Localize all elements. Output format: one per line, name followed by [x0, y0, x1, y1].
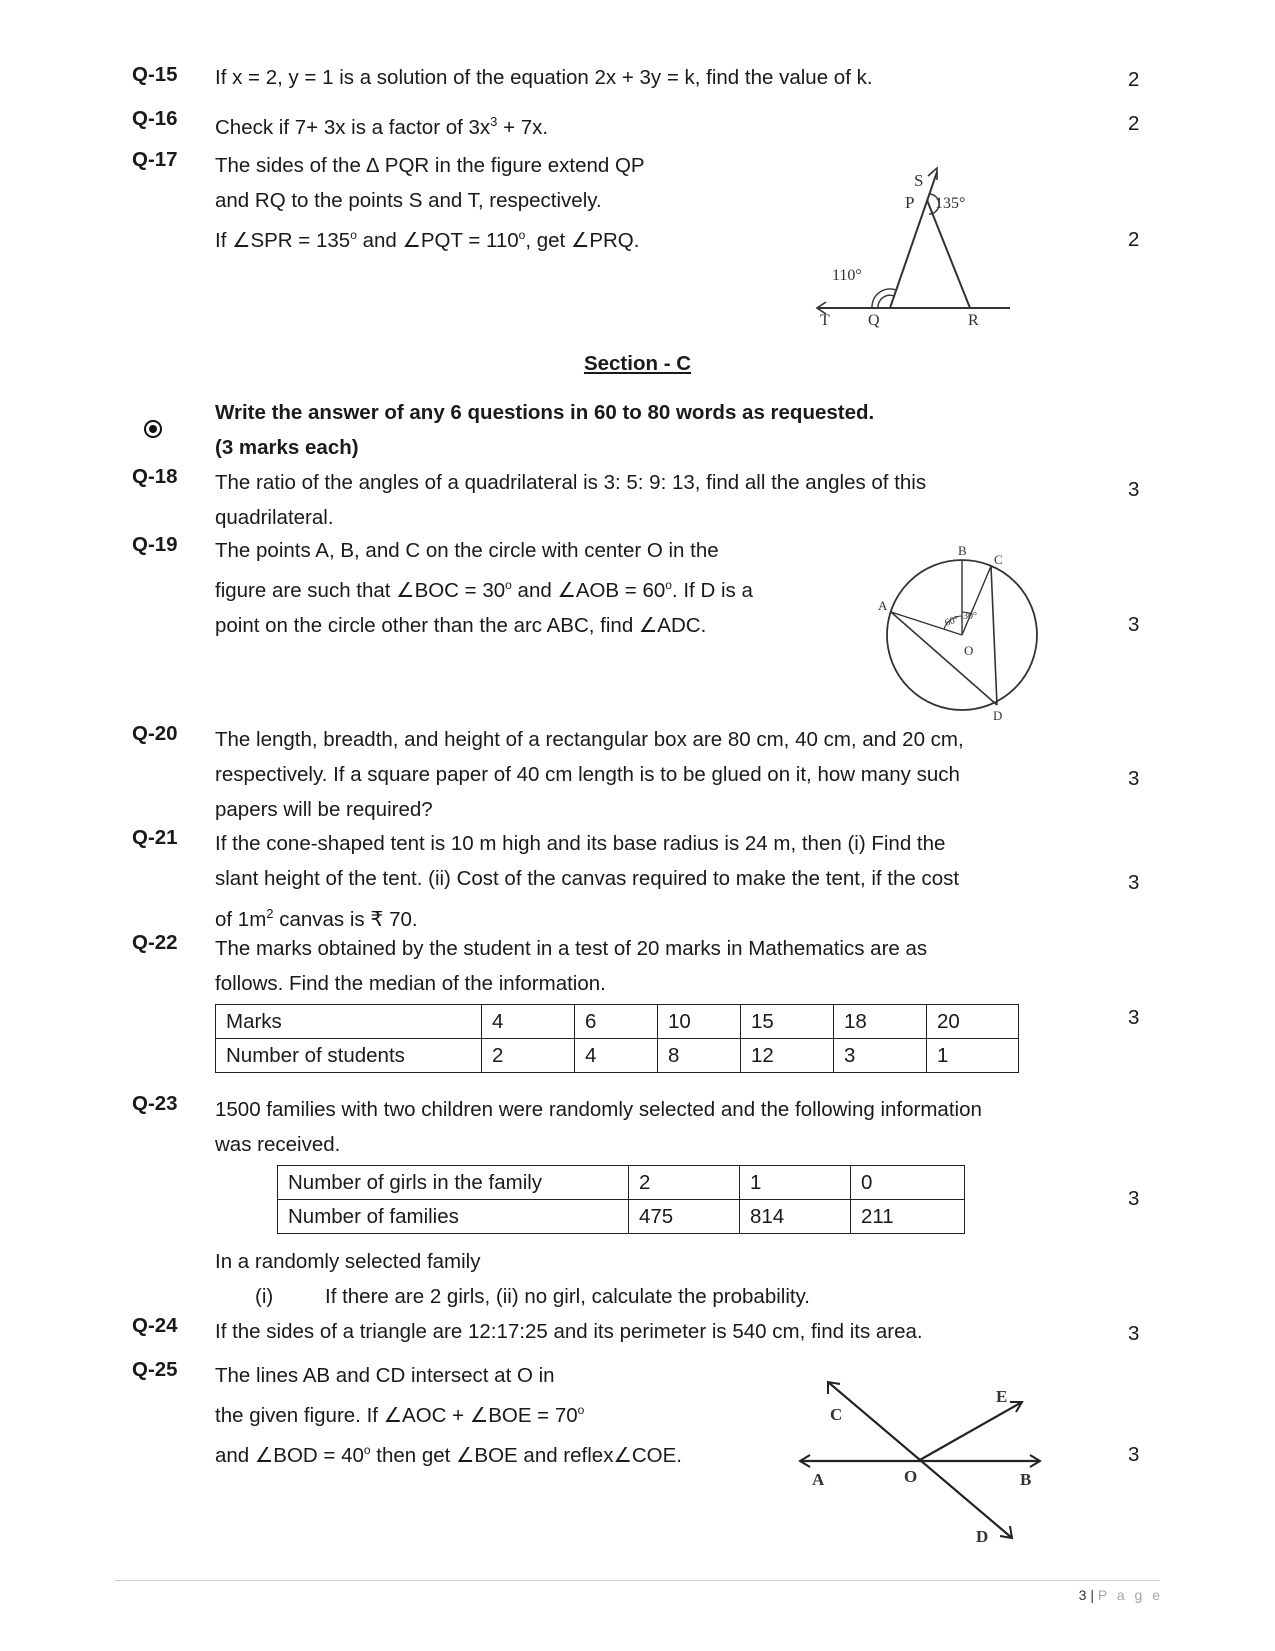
marks: 3 — [1128, 1006, 1140, 1029]
table-cell: 475 — [629, 1200, 740, 1234]
marks: 2 — [1128, 112, 1140, 135]
table-cell: 1 — [740, 1166, 851, 1200]
question-text: The points A, B, and C on the circle with center O in the figure are such that ∠BOC = $30^o$ and ∠AOB = $60^o$. If D is a point on the circle other than the arc ABC, find ∠ADC. — [215, 539, 753, 637]
angle-label-110: 110° — [832, 267, 862, 284]
section-instructions: Write the answer of any 6 questions in 60 to 80 words as requested. (3 marks each) — [215, 401, 875, 459]
triangle-pqr-figure — [800, 162, 1040, 332]
question-number: Q-25 — [132, 1358, 178, 1381]
marks: 2 — [1128, 228, 1140, 251]
table-cell: Number of students — [216, 1039, 482, 1073]
question-number: Q-24 — [132, 1314, 178, 1337]
question-text: Check if 7+ 3x is a factor of $3x^3 + 7x$. — [215, 114, 549, 139]
question-number: Q-15 — [132, 63, 178, 86]
question-number: Q-20 — [132, 722, 178, 745]
label-e: E — [996, 1387, 1008, 1406]
marks: 3 — [1128, 767, 1140, 790]
table-cell: 4 — [575, 1039, 658, 1073]
label-c: C — [830, 1405, 843, 1424]
sub-item-number: (i) — [255, 1285, 274, 1308]
footer-rule — [115, 1580, 1160, 1581]
table-cell: Number of girls in the family — [278, 1166, 629, 1200]
table-cell: 18 — [834, 1005, 927, 1039]
label-r: R — [968, 312, 979, 329]
label-a: A — [878, 598, 888, 613]
label-b: B — [958, 543, 967, 558]
table-row — [216, 1039, 1019, 1073]
question-number: Q-22 — [132, 931, 178, 954]
table-cell: 2 — [629, 1166, 740, 1200]
question-number: Q-18 — [132, 465, 178, 488]
marks: 3 — [1128, 1322, 1140, 1345]
table-cell: 814 — [740, 1200, 851, 1234]
radio-bullet — [144, 420, 162, 438]
question-number: Q-23 — [132, 1092, 178, 1115]
table-cell: 12 — [741, 1039, 834, 1073]
question-text: If the cone-shaped tent is 10 m high and its base radius is 24 m, then (i) Find the slant height of the tent. (ii) Cost of the canvas required to make the tent, if the cost of $1m^2$ canvas is ₹ 70. — [215, 832, 960, 931]
marks: 3 — [1128, 478, 1140, 501]
table-cell: 6 — [575, 1005, 658, 1039]
table-cell: 20 — [927, 1005, 1019, 1039]
families-table — [277, 1165, 965, 1234]
table-row — [278, 1200, 965, 1234]
table-cell: Number of families — [278, 1200, 629, 1234]
label-q: Q — [868, 312, 880, 329]
marks: 3 — [1128, 613, 1140, 636]
table-cell: 2 — [482, 1039, 575, 1073]
question-text: If the sides of a triangle are 12:17:25 and its perimeter is 540 cm, find its area. — [215, 1320, 923, 1343]
question-number: Q-19 — [132, 533, 178, 556]
table-cell: 1 — [927, 1039, 1019, 1073]
question-text: The length, breadth, and height of a rectangular box are 80 cm, 40 cm, and 20 cm, respectively. If a square paper of 40 cm length is to be glued on it, how many such papers will be required? — [215, 728, 964, 821]
label-a: A — [812, 1470, 825, 1489]
intersecting-lines-figure — [790, 1370, 1060, 1550]
label-o: O — [904, 1467, 918, 1486]
label-p: P — [905, 193, 915, 212]
table-cell: Marks — [216, 1005, 482, 1039]
table-cell: 3 — [834, 1039, 927, 1073]
page-number: 3 | P a g e — [1078, 1587, 1163, 1603]
angle-label-30: 30° — [963, 611, 977, 622]
label-t: T — [820, 312, 830, 329]
marks: 3 — [1128, 871, 1140, 894]
label-b: B — [1020, 1470, 1032, 1489]
section-title: Section - C — [583, 352, 692, 375]
question-text: The lines AB and CD intersect at O in the given figure. If ∠AOC + ∠BOE = $70^o$ and ∠BOD = $40^o$ then get ∠BOE and reflex∠COE. — [215, 1364, 682, 1467]
question-text: The marks obtained by the student in a test of 20 marks in Mathematics are as follows. Find the median of the information. — [215, 937, 928, 995]
circle-figure — [870, 540, 1050, 720]
question-text: If x = 2, y = 1 is a solution of the equation 2x + 3y = k, find the value of k. — [215, 66, 873, 89]
table-cell: 15 — [741, 1005, 834, 1039]
sub-item-text: If there are 2 girls, (ii) no girl, calculate the probability. — [325, 1285, 811, 1308]
question-text: The ratio of the angles of a quadrilateral is 3: 5: 9: 13, find all the angles of this quadrilateral. — [215, 471, 927, 529]
table-cell: 4 — [482, 1005, 575, 1039]
table-cell: 10 — [658, 1005, 741, 1039]
question-text: 1500 families with two children were randomly selected and the following information was received. — [215, 1098, 982, 1156]
label-s: S — [914, 171, 924, 190]
marks: 3 — [1128, 1443, 1140, 1466]
marks: 2 — [1128, 68, 1140, 91]
marks-table — [215, 1004, 1019, 1073]
question-text: In a randomly selected family — [215, 1250, 481, 1273]
marks: 3 — [1128, 1187, 1140, 1210]
label-c: C — [994, 552, 1003, 567]
table-cell: 8 — [658, 1039, 741, 1073]
label-d: D — [993, 708, 1003, 720]
question-number: Q-21 — [132, 826, 178, 849]
question-number: Q-17 — [132, 148, 178, 171]
table-row — [278, 1166, 965, 1200]
angle-label-135: 135° — [935, 195, 966, 212]
label-o: O — [964, 643, 974, 658]
table-cell: 0 — [851, 1166, 965, 1200]
angle-label-60: 60° — [943, 614, 961, 629]
question-text: The sides of the ∆ PQR in the figure extend QP and RQ to the points S and T, respectively. If ∠SPR = $135^o$ and ∠PQT = $110^o$, get ∠PRQ. — [215, 154, 645, 252]
table-row — [216, 1005, 1019, 1039]
table-cell: 211 — [851, 1200, 965, 1234]
question-number: Q-16 — [132, 107, 178, 130]
label-d: D — [976, 1527, 989, 1546]
